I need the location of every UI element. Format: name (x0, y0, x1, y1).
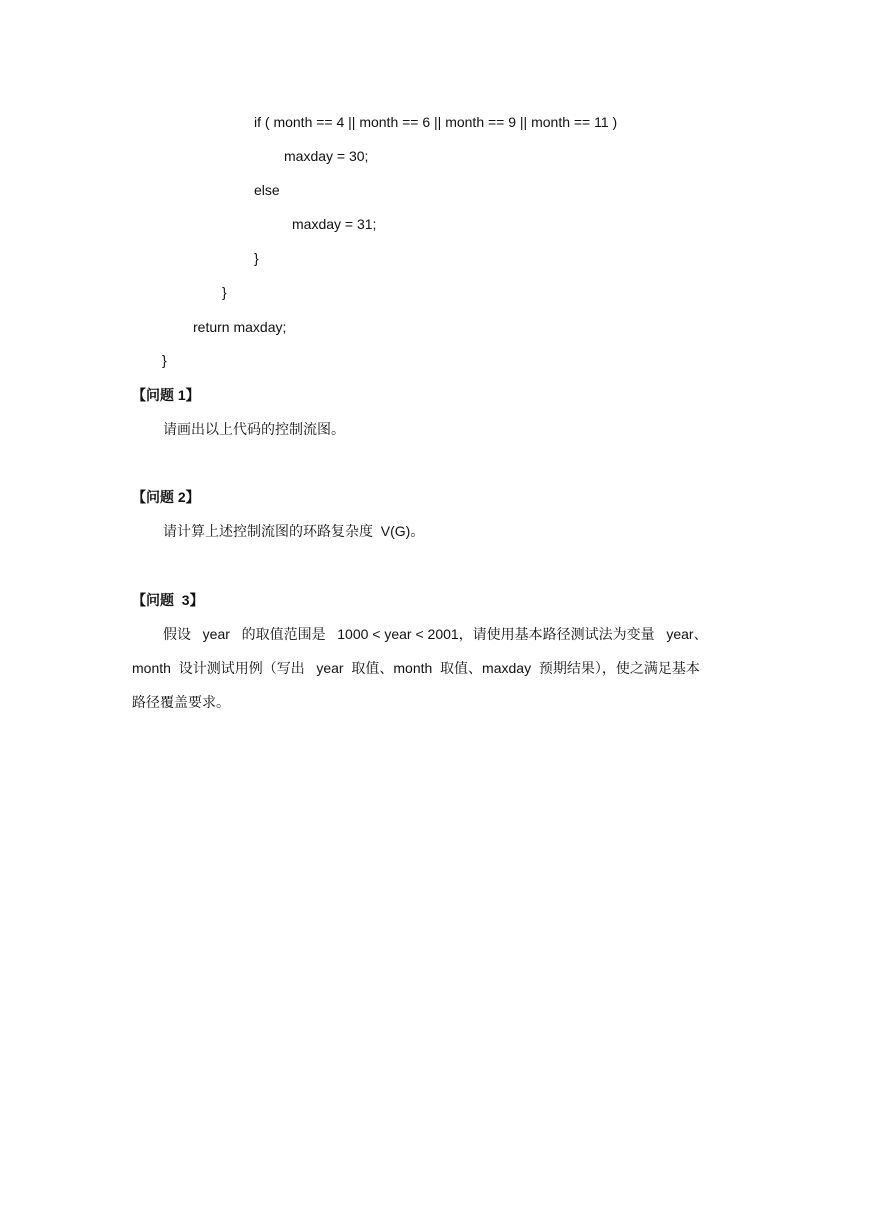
question-heading: 【问题 1】 (132, 387, 200, 403)
question-text: 假设 year 的取值范围是 1000 < year < 2001，请使用基本路径测试法为变量 year、 (163, 626, 708, 642)
code-line: else (254, 182, 280, 198)
question-heading: 【问题 2】 (132, 489, 200, 505)
question-text: 路径覆盖要求。 (132, 694, 230, 710)
code-line: } (254, 250, 259, 266)
code-line: if ( month == 4 || month == 6 || month == 9 || month == 11 ) (254, 114, 618, 130)
code-line: } (162, 352, 167, 368)
code-line: } (222, 284, 227, 300)
code-line: return maxday; (193, 319, 287, 335)
question-text: month 设计测试用例（写出 year 取值、month 取值、maxday 预期结果），使之满足基本 (132, 660, 700, 676)
question-text: 请计算上述控制流图的环路复杂度 V(G)。 (163, 523, 425, 539)
code-line: maxday = 30; (284, 148, 369, 164)
question-heading: 【问题 3】 (132, 592, 204, 608)
code-line: maxday = 31; (292, 216, 377, 232)
question-text: 请画出以上代码的控制流图。 (163, 421, 345, 437)
